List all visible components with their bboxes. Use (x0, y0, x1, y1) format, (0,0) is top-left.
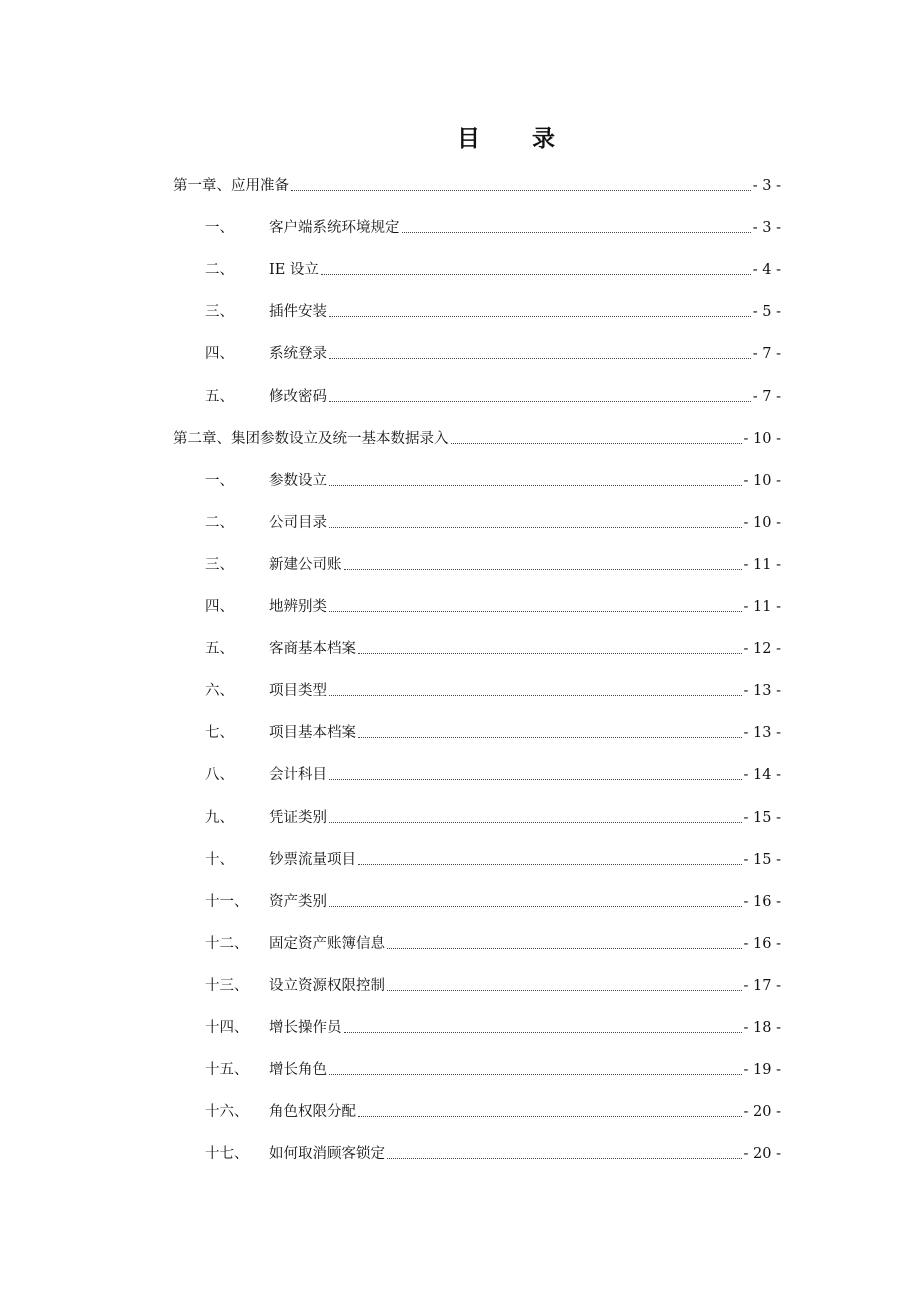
toc-dot-leader (358, 652, 742, 654)
toc-entry-page-number: - 19 - (743, 1062, 781, 1079)
toc-entry-number: 五、 (205, 388, 234, 405)
toc-dot-leader (329, 821, 742, 823)
toc-dot-leader (451, 442, 742, 444)
toc-entry-page-number: - 16 - (743, 893, 781, 910)
toc-entry-label: 设立资源权限控制 (269, 977, 385, 994)
toc-section-entry[interactable] (205, 715, 781, 743)
toc-entry-label: 客商基本档案 (269, 641, 356, 658)
toc-section-entry[interactable] (205, 379, 781, 407)
toc-entry-number: 一、 (205, 472, 234, 489)
toc-entry-number: 九、 (205, 809, 234, 826)
page-title: 目 录 (456, 125, 577, 152)
toc-dot-leader (321, 273, 751, 275)
toc-section-entry[interactable] (205, 336, 781, 364)
toc-entry-number: 十七、 (205, 1146, 249, 1163)
toc-entry-page-number: - 12 - (743, 641, 781, 658)
toc-section-entry[interactable] (205, 505, 781, 533)
toc-entry-page-number: - 10 - (743, 430, 781, 447)
toc-dot-leader (329, 315, 751, 317)
toc-entry-number: 七、 (205, 725, 234, 742)
toc-entry-number: 十五、 (205, 1062, 249, 1079)
toc-entry-label: 公司目录 (269, 514, 327, 531)
toc-entry-number: 十、 (205, 851, 234, 868)
toc-dot-leader (358, 863, 742, 865)
toc-dot-leader (329, 778, 742, 780)
toc-entry-page-number: - 4 - (752, 262, 781, 279)
toc-entry-number: 十六、 (205, 1104, 249, 1121)
toc-section-entry[interactable] (205, 1136, 781, 1164)
toc-entry-label: 地辨别类 (269, 599, 327, 615)
toc-entry-label: 第一章、应用准备 (173, 178, 289, 194)
toc-dot-leader (329, 357, 751, 359)
toc-entry-page-number: - 5 - (752, 304, 781, 321)
toc-entry-page-number: - 3 - (752, 178, 781, 194)
toc-entry-label: 钞票流量项目 (269, 851, 356, 868)
toc-entry-page-number: - 15 - (743, 809, 781, 826)
toc-section-entry[interactable] (205, 968, 781, 996)
toc-entry-label: 参数设立 (269, 472, 327, 489)
toc-entry-page-number: - 17 - (743, 977, 781, 994)
toc-dot-leader (329, 400, 751, 402)
toc-chapter-entry[interactable] (173, 168, 781, 196)
toc-entry-number: 八、 (205, 767, 234, 784)
toc-entry-page-number: - 13 - (743, 683, 781, 700)
toc-entry-label: 项目类型 (269, 683, 327, 700)
toc-entry-label: 角色权限分配 (269, 1104, 356, 1121)
toc-section-entry[interactable] (205, 252, 781, 280)
toc-entry-page-number: - 7 - (752, 388, 781, 405)
toc-entry-number: 十三、 (205, 977, 249, 994)
toc-entry-page-number: - 10 - (743, 472, 781, 489)
toc-section-entry[interactable] (205, 294, 781, 322)
toc-entry-page-number: - 3 - (752, 220, 781, 237)
toc-entry-page-number: - 13 - (743, 725, 781, 742)
toc-entry-label: 增长角色 (269, 1062, 327, 1079)
toc-entry-page-number: - 11 - (743, 556, 781, 573)
toc-entry-label: 凭证类别 (269, 809, 327, 826)
toc-entry-label: 项目基本档案 (269, 725, 356, 742)
toc-entry-number: 三、 (205, 556, 234, 573)
toc-entry-page-number: - 18 - (743, 1020, 781, 1036)
toc-entry-page-number: - 20 - (743, 1146, 781, 1163)
toc-dot-leader (329, 526, 742, 528)
toc-entry-number: 十二、 (205, 935, 249, 952)
toc-entry-label: 系统登录 (269, 346, 327, 363)
toc-entry-label: 固定资产账簿信息 (269, 935, 385, 952)
toc-section-entry[interactable] (205, 1052, 781, 1080)
toc-entry-label: 会计科目 (269, 767, 327, 784)
toc-entry-label: 第二章、集团参数设立及统一基本数据录入 (173, 430, 449, 447)
toc-dot-leader (358, 736, 742, 738)
toc-entry-label: 新建公司账 (269, 556, 342, 573)
toc-section-entry[interactable] (205, 1094, 781, 1122)
toc-entry-number: 十四、 (205, 1020, 249, 1036)
toc-section-entry[interactable] (205, 926, 781, 954)
toc-entry-page-number: - 16 - (743, 935, 781, 952)
toc-section-entry[interactable] (205, 547, 781, 575)
toc-entry-label: 增长操作员 (269, 1020, 342, 1036)
toc-section-entry[interactable] (205, 1010, 781, 1038)
toc-entry-number: 六、 (205, 683, 234, 700)
toc-section-entry[interactable] (205, 631, 781, 659)
toc-dot-leader (329, 1073, 742, 1075)
toc-entry-number: 十一、 (205, 893, 249, 910)
toc-entry-label: 如何取消顾客锁定 (269, 1146, 385, 1163)
toc-section-entry[interactable] (205, 842, 781, 870)
toc-dot-leader (329, 484, 742, 486)
toc-section-entry[interactable] (205, 884, 781, 912)
toc-entry-label: IE 设立 (269, 262, 319, 279)
toc-entry-label: 资产类别 (269, 893, 327, 910)
toc-chapter-entry[interactable] (173, 421, 781, 449)
toc-entry-page-number: - 10 - (743, 514, 781, 531)
toc-dot-leader (387, 947, 742, 949)
toc-dot-leader (387, 989, 742, 991)
toc-entry-number: 二、 (205, 514, 234, 531)
toc-dot-leader (358, 1115, 742, 1117)
toc-dot-leader (402, 231, 751, 233)
toc-entry-label: 客户端系统环境规定 (269, 220, 400, 237)
toc-entry-page-number: - 11 - (743, 599, 781, 615)
toc-entry-number: 五、 (205, 641, 234, 658)
toc-dot-leader (344, 1031, 742, 1033)
toc-dot-leader (329, 905, 742, 907)
toc-entry-label: 插件安装 (269, 304, 327, 321)
toc-section-entry[interactable] (205, 673, 781, 701)
toc-entry-page-number: - 14 - (743, 767, 781, 784)
toc-section-entry[interactable] (205, 757, 781, 785)
toc-entry-number: 三、 (205, 304, 234, 321)
toc-section-entry[interactable] (205, 800, 781, 828)
toc-entry-number: 四、 (205, 599, 234, 615)
toc-dot-leader (387, 1157, 742, 1159)
toc-section-entry[interactable] (205, 210, 781, 238)
toc-entry-page-number: - 20 - (743, 1104, 781, 1121)
toc-section-entry[interactable] (205, 589, 781, 617)
toc-entry-page-number: - 15 - (743, 851, 781, 868)
toc-entry-number: 二、 (205, 262, 234, 279)
toc-entry-number: 四、 (205, 346, 234, 363)
toc-dot-leader (344, 568, 742, 570)
toc-dot-leader (329, 610, 742, 612)
toc-dot-leader (329, 694, 742, 696)
toc-entry-page-number: - 7 - (752, 346, 781, 363)
toc-entry-number: 一、 (205, 220, 234, 237)
toc-dot-leader (291, 189, 751, 191)
toc-section-entry[interactable] (205, 463, 781, 491)
toc-entry-label: 修改密码 (269, 388, 327, 405)
